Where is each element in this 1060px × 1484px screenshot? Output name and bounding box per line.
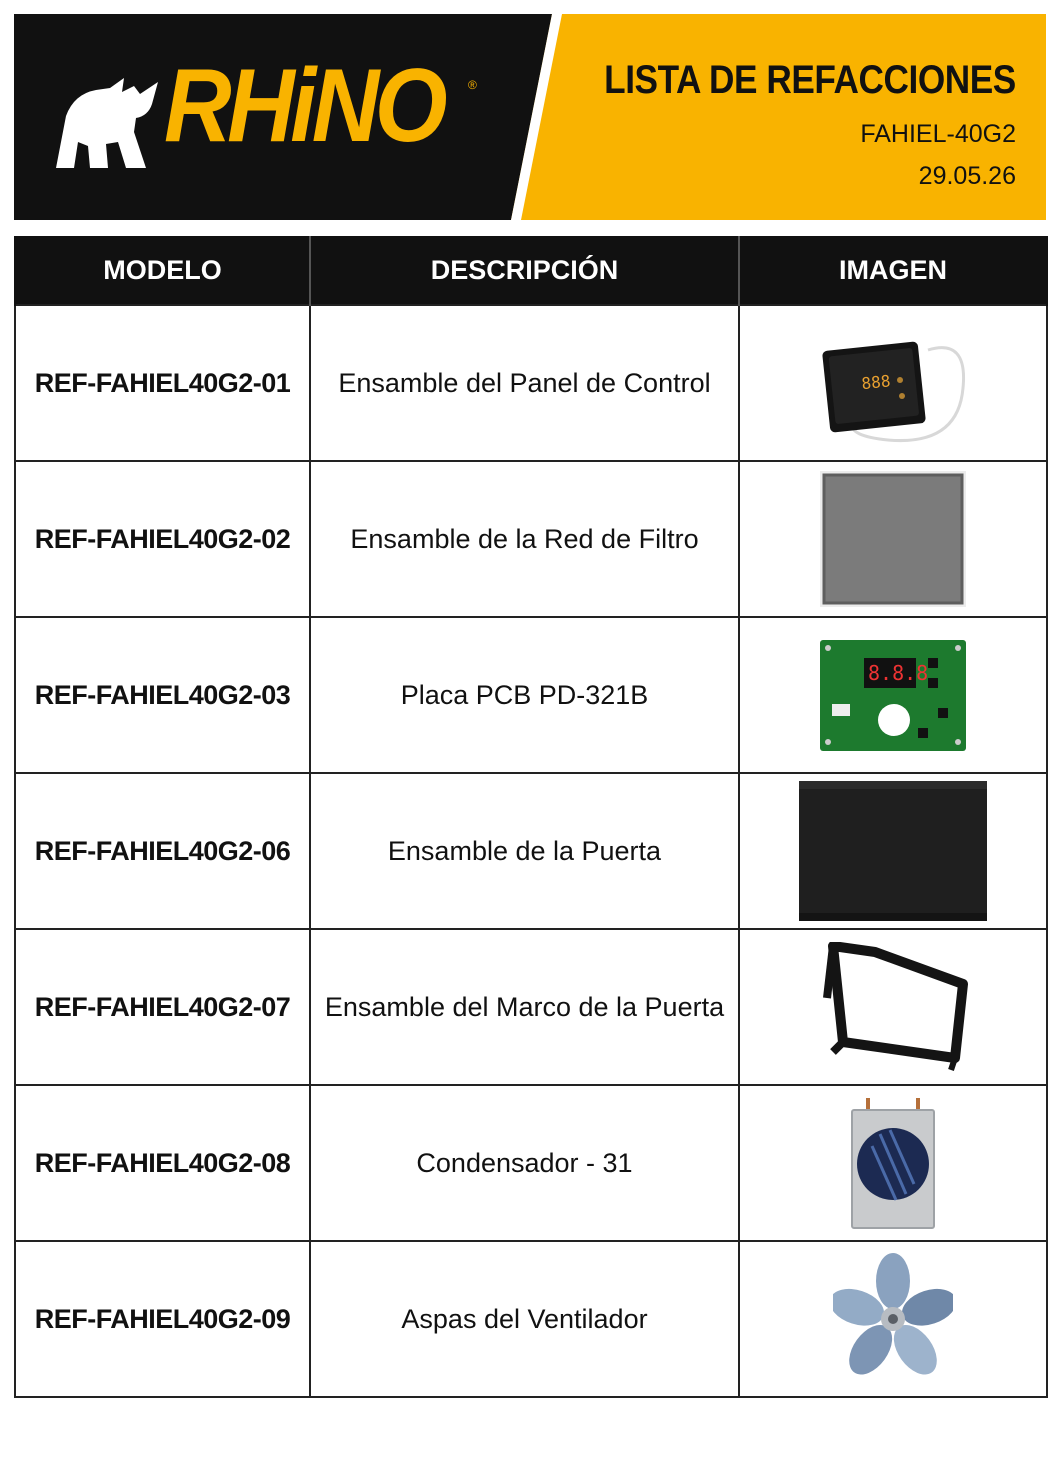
- part-image-cell: [739, 773, 1047, 929]
- document-title: LISTA DE REFACCIONES: [604, 58, 1016, 102]
- rhino-logo-icon: [52, 72, 162, 168]
- table-header-row: [15, 236, 1047, 305]
- brand-logo-text: RHiNO: [164, 48, 444, 164]
- table-row: [15, 461, 1047, 617]
- part-description: Ensamble de la Red de Filtro: [310, 461, 739, 617]
- control-panel-image: [818, 318, 968, 448]
- pcb-board-image: [818, 638, 968, 753]
- part-image-cell: [739, 1241, 1047, 1397]
- column-header-modelo: MODELO: [15, 236, 310, 305]
- part-description: Aspas del Ventilador: [310, 1241, 739, 1397]
- svg-text:888: 888: [860, 371, 892, 394]
- table-row: [15, 773, 1047, 929]
- parts-table: [14, 236, 1048, 1398]
- part-image-cell: [739, 1085, 1047, 1241]
- part-model: REF-FAHIEL40G2-06: [15, 773, 310, 929]
- part-model: REF-FAHIEL40G2-08: [15, 1085, 310, 1241]
- part-image-cell: [739, 461, 1047, 617]
- condenser-image: [850, 1096, 936, 1230]
- table-row: [15, 617, 1047, 773]
- part-model: REF-FAHIEL40G2-09: [15, 1241, 310, 1397]
- part-description: Ensamble de la Puerta: [310, 773, 739, 929]
- column-header-descripcion: DESCRIPCIÓN: [310, 236, 739, 305]
- part-description: Placa PCB PD-321B: [310, 617, 739, 773]
- part-model: REF-FAHIEL40G2-01: [15, 305, 310, 461]
- svg-text:8.8.8: 8.8.8: [868, 660, 929, 685]
- table-row: [15, 929, 1047, 1085]
- part-description: Ensamble del Marco de la Puerta: [310, 929, 739, 1085]
- part-image-cell: [739, 305, 1047, 461]
- page-header: [14, 14, 1046, 220]
- document-date: 29.05.26: [918, 162, 1016, 190]
- table-row: [15, 1241, 1047, 1397]
- door-frame-image: [813, 942, 973, 1072]
- filter-net-image: [818, 469, 968, 609]
- door-image: [797, 779, 989, 923]
- table-row: [15, 1085, 1047, 1241]
- part-model: REF-FAHIEL40G2-07: [15, 929, 310, 1085]
- part-model: REF-FAHIEL40G2-03: [15, 617, 310, 773]
- fan-blades-image: [833, 1251, 953, 1387]
- part-description: Ensamble del Panel de Control: [310, 305, 739, 461]
- column-header-imagen: IMAGEN: [739, 236, 1047, 305]
- document-model: FAHIEL-40G2: [860, 120, 1016, 148]
- registered-mark: ®: [468, 78, 477, 92]
- table-row: [15, 305, 1047, 461]
- part-model: REF-FAHIEL40G2-02: [15, 461, 310, 617]
- part-description: Condensador - 31: [310, 1085, 739, 1241]
- part-image-cell: [739, 929, 1047, 1085]
- part-image-cell: [739, 617, 1047, 773]
